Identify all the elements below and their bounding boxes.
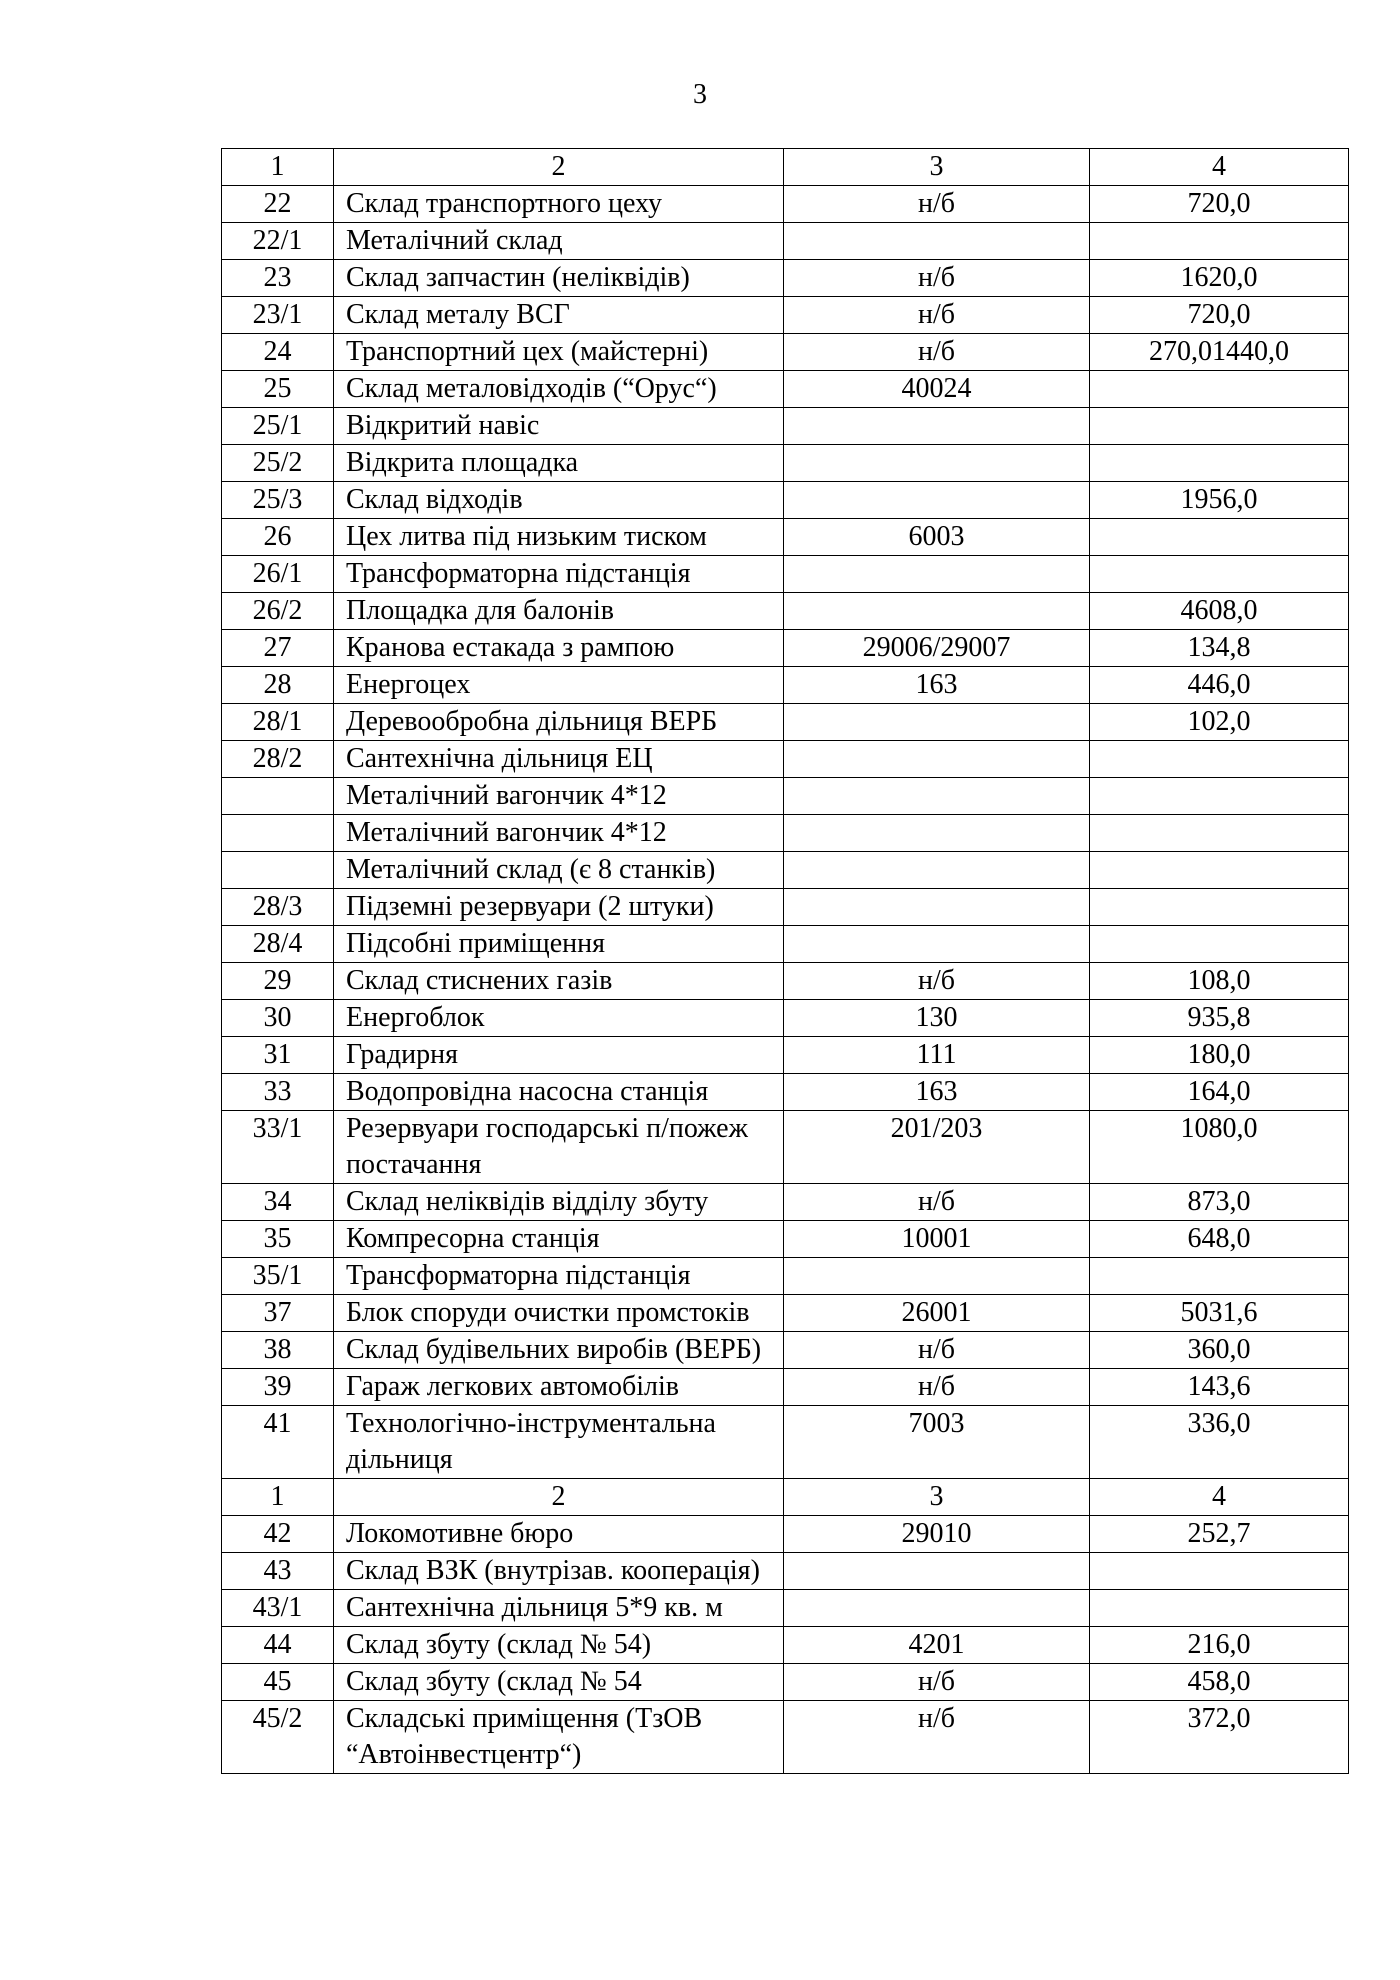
area-cell xyxy=(1090,926,1349,963)
row-number-cell: 25/3 xyxy=(222,482,334,519)
table-row xyxy=(222,1664,1349,1701)
column-number-cell: 2 xyxy=(334,1479,784,1516)
table-row xyxy=(222,963,1349,1000)
inventory-number-cell xyxy=(784,778,1090,815)
table-row xyxy=(222,1258,1349,1295)
area-cell: 270,01440,0 xyxy=(1090,334,1349,371)
table-row xyxy=(222,1184,1349,1221)
row-number-cell: 33 xyxy=(222,1074,334,1111)
table-row xyxy=(222,482,1349,519)
name-cell: Склад неліквідів відділу збуту xyxy=(334,1184,784,1221)
name-cell: Сантехнічна дільниця 5*9 кв. м xyxy=(334,1590,784,1627)
row-number-cell: 43/1 xyxy=(222,1590,334,1627)
row-number-cell: 23/1 xyxy=(222,297,334,334)
table-row xyxy=(222,371,1349,408)
name-cell: Склад ВЗК (внутрізав. кооперація) xyxy=(334,1553,784,1590)
inventory-number-cell: 163 xyxy=(784,1074,1090,1111)
area-cell: 372,0 xyxy=(1090,1701,1349,1774)
area-cell: 336,0 xyxy=(1090,1406,1349,1479)
inventory-number-cell xyxy=(784,815,1090,852)
name-cell: Склад збуту (склад № 54) xyxy=(334,1627,784,1664)
table-row xyxy=(222,815,1349,852)
area-cell: 446,0 xyxy=(1090,667,1349,704)
area-cell: 1080,0 xyxy=(1090,1111,1349,1184)
name-cell: Компресорна станція xyxy=(334,1221,784,1258)
table-row xyxy=(222,630,1349,667)
name-cell: Металічний склад (є 8 станків) xyxy=(334,852,784,889)
table-row xyxy=(222,1553,1349,1590)
column-number-cell: 2 xyxy=(334,149,784,186)
row-number-cell: 34 xyxy=(222,1184,334,1221)
row-number-cell: 25/2 xyxy=(222,445,334,482)
name-cell: Склад збуту (склад № 54 xyxy=(334,1664,784,1701)
row-number-cell: 28/2 xyxy=(222,741,334,778)
name-cell: Склад стиснених газів xyxy=(334,963,784,1000)
table-row xyxy=(222,667,1349,704)
row-number-cell: 43 xyxy=(222,1553,334,1590)
area-cell xyxy=(1090,371,1349,408)
name-cell: Блок споруди очистки промстоків xyxy=(334,1295,784,1332)
inventory-number-cell xyxy=(784,889,1090,926)
inventory-number-cell: 29010 xyxy=(784,1516,1090,1553)
table-body xyxy=(222,149,1349,1774)
table-row xyxy=(222,556,1349,593)
area-cell xyxy=(1090,408,1349,445)
table-row xyxy=(222,852,1349,889)
row-number-cell: 28/3 xyxy=(222,889,334,926)
table-row xyxy=(222,704,1349,741)
inventory-number-cell: 10001 xyxy=(784,1221,1090,1258)
inventory-number-cell: 111 xyxy=(784,1037,1090,1074)
area-cell xyxy=(1090,223,1349,260)
row-number-cell: 42 xyxy=(222,1516,334,1553)
name-cell: Склад відходів xyxy=(334,482,784,519)
area-cell: 134,8 xyxy=(1090,630,1349,667)
table-row xyxy=(222,260,1349,297)
inventory-number-cell xyxy=(784,445,1090,482)
table-row xyxy=(222,1369,1349,1406)
name-cell: Деревообробна дільниця ВЕРБ xyxy=(334,704,784,741)
area-cell: 5031,6 xyxy=(1090,1295,1349,1332)
row-number-cell: 26/1 xyxy=(222,556,334,593)
table-row xyxy=(222,926,1349,963)
inventory-number-cell xyxy=(784,926,1090,963)
name-cell: Склад запчастин (неліквідів) xyxy=(334,260,784,297)
inventory-number-cell: 4201 xyxy=(784,1627,1090,1664)
table-row xyxy=(222,297,1349,334)
name-cell: Енергоцех xyxy=(334,667,784,704)
table-row xyxy=(222,1627,1349,1664)
inventory-number-cell: 6003 xyxy=(784,519,1090,556)
area-cell xyxy=(1090,889,1349,926)
inventory-number-cell: 163 xyxy=(784,667,1090,704)
area-cell xyxy=(1090,815,1349,852)
inventory-number-cell: н/б xyxy=(784,1369,1090,1406)
table-row xyxy=(222,445,1349,482)
table-row xyxy=(222,334,1349,371)
name-cell: Енергоблок xyxy=(334,1000,784,1037)
page-number: 3 xyxy=(693,79,707,110)
row-number-cell: 45/2 xyxy=(222,1701,334,1774)
name-cell: Резервуари господарські п/пожеж постачання xyxy=(334,1111,784,1184)
area-cell xyxy=(1090,1553,1349,1590)
area-cell: 143,6 xyxy=(1090,1369,1349,1406)
table-row xyxy=(222,1406,1349,1479)
area-cell: 648,0 xyxy=(1090,1221,1349,1258)
name-cell: Склад металовідходів (“Орус“) xyxy=(334,371,784,408)
area-cell xyxy=(1090,1590,1349,1627)
name-cell: Металічний вагончик 4*12 xyxy=(334,815,784,852)
name-cell: Технологічно-інструментальна дільниця xyxy=(334,1406,784,1479)
inventory-number-cell: 40024 xyxy=(784,371,1090,408)
area-cell: 108,0 xyxy=(1090,963,1349,1000)
inventory-number-cell: 26001 xyxy=(784,1295,1090,1332)
column-number-cell: 4 xyxy=(1090,1479,1349,1516)
buildings-table xyxy=(221,148,1349,1774)
row-number-cell: 39 xyxy=(222,1369,334,1406)
area-cell: 4608,0 xyxy=(1090,593,1349,630)
area-cell: 164,0 xyxy=(1090,1074,1349,1111)
area-cell xyxy=(1090,852,1349,889)
area-cell: 720,0 xyxy=(1090,297,1349,334)
column-number-cell: 4 xyxy=(1090,149,1349,186)
name-cell: Відкрита площадка xyxy=(334,445,784,482)
area-cell: 216,0 xyxy=(1090,1627,1349,1664)
table-row xyxy=(222,1221,1349,1258)
inventory-number-cell xyxy=(784,556,1090,593)
row-number-cell: 28 xyxy=(222,667,334,704)
row-number-cell: 24 xyxy=(222,334,334,371)
row-number-cell: 35 xyxy=(222,1221,334,1258)
area-cell: 102,0 xyxy=(1090,704,1349,741)
area-cell xyxy=(1090,1258,1349,1295)
inventory-number-cell xyxy=(784,1258,1090,1295)
row-number-cell: 38 xyxy=(222,1332,334,1369)
inventory-number-cell: н/б xyxy=(784,297,1090,334)
name-cell: Трансформаторна підстанція xyxy=(334,1258,784,1295)
row-number-cell: 26 xyxy=(222,519,334,556)
inventory-number-cell: н/б xyxy=(784,334,1090,371)
column-number-cell: 1 xyxy=(222,149,334,186)
name-cell: Металічний вагончик 4*12 xyxy=(334,778,784,815)
row-number-cell: 23 xyxy=(222,260,334,297)
name-cell: Склад транспортного цеху xyxy=(334,186,784,223)
inventory-number-cell: 29006/29007 xyxy=(784,630,1090,667)
inventory-number-cell xyxy=(784,223,1090,260)
row-number-cell: 44 xyxy=(222,1627,334,1664)
row-number-cell: 30 xyxy=(222,1000,334,1037)
area-cell: 360,0 xyxy=(1090,1332,1349,1369)
name-cell: Локомотивне бюро xyxy=(334,1516,784,1553)
table-row xyxy=(222,1111,1349,1184)
table-row xyxy=(222,593,1349,630)
row-number-cell: 28/1 xyxy=(222,704,334,741)
inventory-number-cell: 201/203 xyxy=(784,1111,1090,1184)
row-number-cell: 41 xyxy=(222,1406,334,1479)
inventory-number-cell xyxy=(784,408,1090,445)
inventory-number-cell: 130 xyxy=(784,1000,1090,1037)
inventory-number-cell xyxy=(784,852,1090,889)
inventory-number-cell: н/б xyxy=(784,1701,1090,1774)
inventory-number-cell: н/б xyxy=(784,1332,1090,1369)
name-cell: Сантехнічна дільниця ЕЦ xyxy=(334,741,784,778)
row-number-cell xyxy=(222,778,334,815)
area-cell: 458,0 xyxy=(1090,1664,1349,1701)
table-row xyxy=(222,1000,1349,1037)
area-cell xyxy=(1090,556,1349,593)
row-number-cell xyxy=(222,852,334,889)
row-number-cell: 29 xyxy=(222,963,334,1000)
area-cell: 1956,0 xyxy=(1090,482,1349,519)
name-cell: Градирня xyxy=(334,1037,784,1074)
row-number-cell: 22 xyxy=(222,186,334,223)
name-cell: Складські приміщення (ТзОВ “Автоінвестцентр“) xyxy=(334,1701,784,1774)
name-cell: Відкритий навіс xyxy=(334,408,784,445)
table-row xyxy=(222,1701,1349,1774)
table-row xyxy=(222,741,1349,778)
inventory-number-cell: н/б xyxy=(784,260,1090,297)
name-cell: Підсобні приміщення xyxy=(334,926,784,963)
area-cell: 935,8 xyxy=(1090,1000,1349,1037)
row-number-cell: 33/1 xyxy=(222,1111,334,1184)
name-cell: Металічний склад xyxy=(334,223,784,260)
row-number-cell: 37 xyxy=(222,1295,334,1332)
inventory-number-cell: н/б xyxy=(784,963,1090,1000)
inventory-number-cell xyxy=(784,593,1090,630)
inventory-number-cell xyxy=(784,482,1090,519)
table-row xyxy=(222,1037,1349,1074)
name-cell: Гараж легкових автомобілів xyxy=(334,1369,784,1406)
table-row xyxy=(222,223,1349,260)
row-number-cell: 26/2 xyxy=(222,593,334,630)
area-cell xyxy=(1090,741,1349,778)
column-number-row xyxy=(222,149,1349,186)
area-cell xyxy=(1090,445,1349,482)
table-row xyxy=(222,1074,1349,1111)
inventory-number-cell: 7003 xyxy=(784,1406,1090,1479)
table-row xyxy=(222,186,1349,223)
area-cell: 252,7 xyxy=(1090,1516,1349,1553)
table-row xyxy=(222,1516,1349,1553)
table-row xyxy=(222,1295,1349,1332)
row-number-cell: 25/1 xyxy=(222,408,334,445)
name-cell: Водопровідна насосна станція xyxy=(334,1074,784,1111)
row-number-cell: 25 xyxy=(222,371,334,408)
name-cell: Склад будівельних виробів (ВЕРБ) xyxy=(334,1332,784,1369)
column-number-cell: 1 xyxy=(222,1479,334,1516)
row-number-cell: 45 xyxy=(222,1664,334,1701)
row-number-cell: 35/1 xyxy=(222,1258,334,1295)
inventory-number-cell: н/б xyxy=(784,1184,1090,1221)
name-cell: Трансформаторна підстанція xyxy=(334,556,784,593)
inventory-number-cell xyxy=(784,1553,1090,1590)
name-cell: Транспортний цех (майстерні) xyxy=(334,334,784,371)
name-cell: Кранова естакада з рампою xyxy=(334,630,784,667)
name-cell: Площадка для балонів xyxy=(334,593,784,630)
row-number-cell: 31 xyxy=(222,1037,334,1074)
area-cell: 180,0 xyxy=(1090,1037,1349,1074)
row-number-cell: 27 xyxy=(222,630,334,667)
column-number-row xyxy=(222,1479,1349,1516)
column-number-cell: 3 xyxy=(784,1479,1090,1516)
table-row xyxy=(222,408,1349,445)
inventory-number-cell: н/б xyxy=(784,1664,1090,1701)
name-cell: Цех литва під низьким тиском xyxy=(334,519,784,556)
name-cell: Підземні резервуари (2 штуки) xyxy=(334,889,784,926)
row-number-cell: 22/1 xyxy=(222,223,334,260)
column-number-cell: 3 xyxy=(784,149,1090,186)
inventory-number-cell: н/б xyxy=(784,186,1090,223)
area-cell: 1620,0 xyxy=(1090,260,1349,297)
inventory-number-cell xyxy=(784,704,1090,741)
inventory-number-cell xyxy=(784,1590,1090,1627)
table-row xyxy=(222,1590,1349,1627)
area-cell xyxy=(1090,778,1349,815)
area-cell xyxy=(1090,519,1349,556)
table-row xyxy=(222,519,1349,556)
area-cell: 720,0 xyxy=(1090,186,1349,223)
row-number-cell xyxy=(222,815,334,852)
area-cell: 873,0 xyxy=(1090,1184,1349,1221)
table-row xyxy=(222,1332,1349,1369)
inventory-number-cell xyxy=(784,741,1090,778)
table-row xyxy=(222,889,1349,926)
table-row xyxy=(222,778,1349,815)
name-cell: Склад металу ВСГ xyxy=(334,297,784,334)
row-number-cell: 28/4 xyxy=(222,926,334,963)
